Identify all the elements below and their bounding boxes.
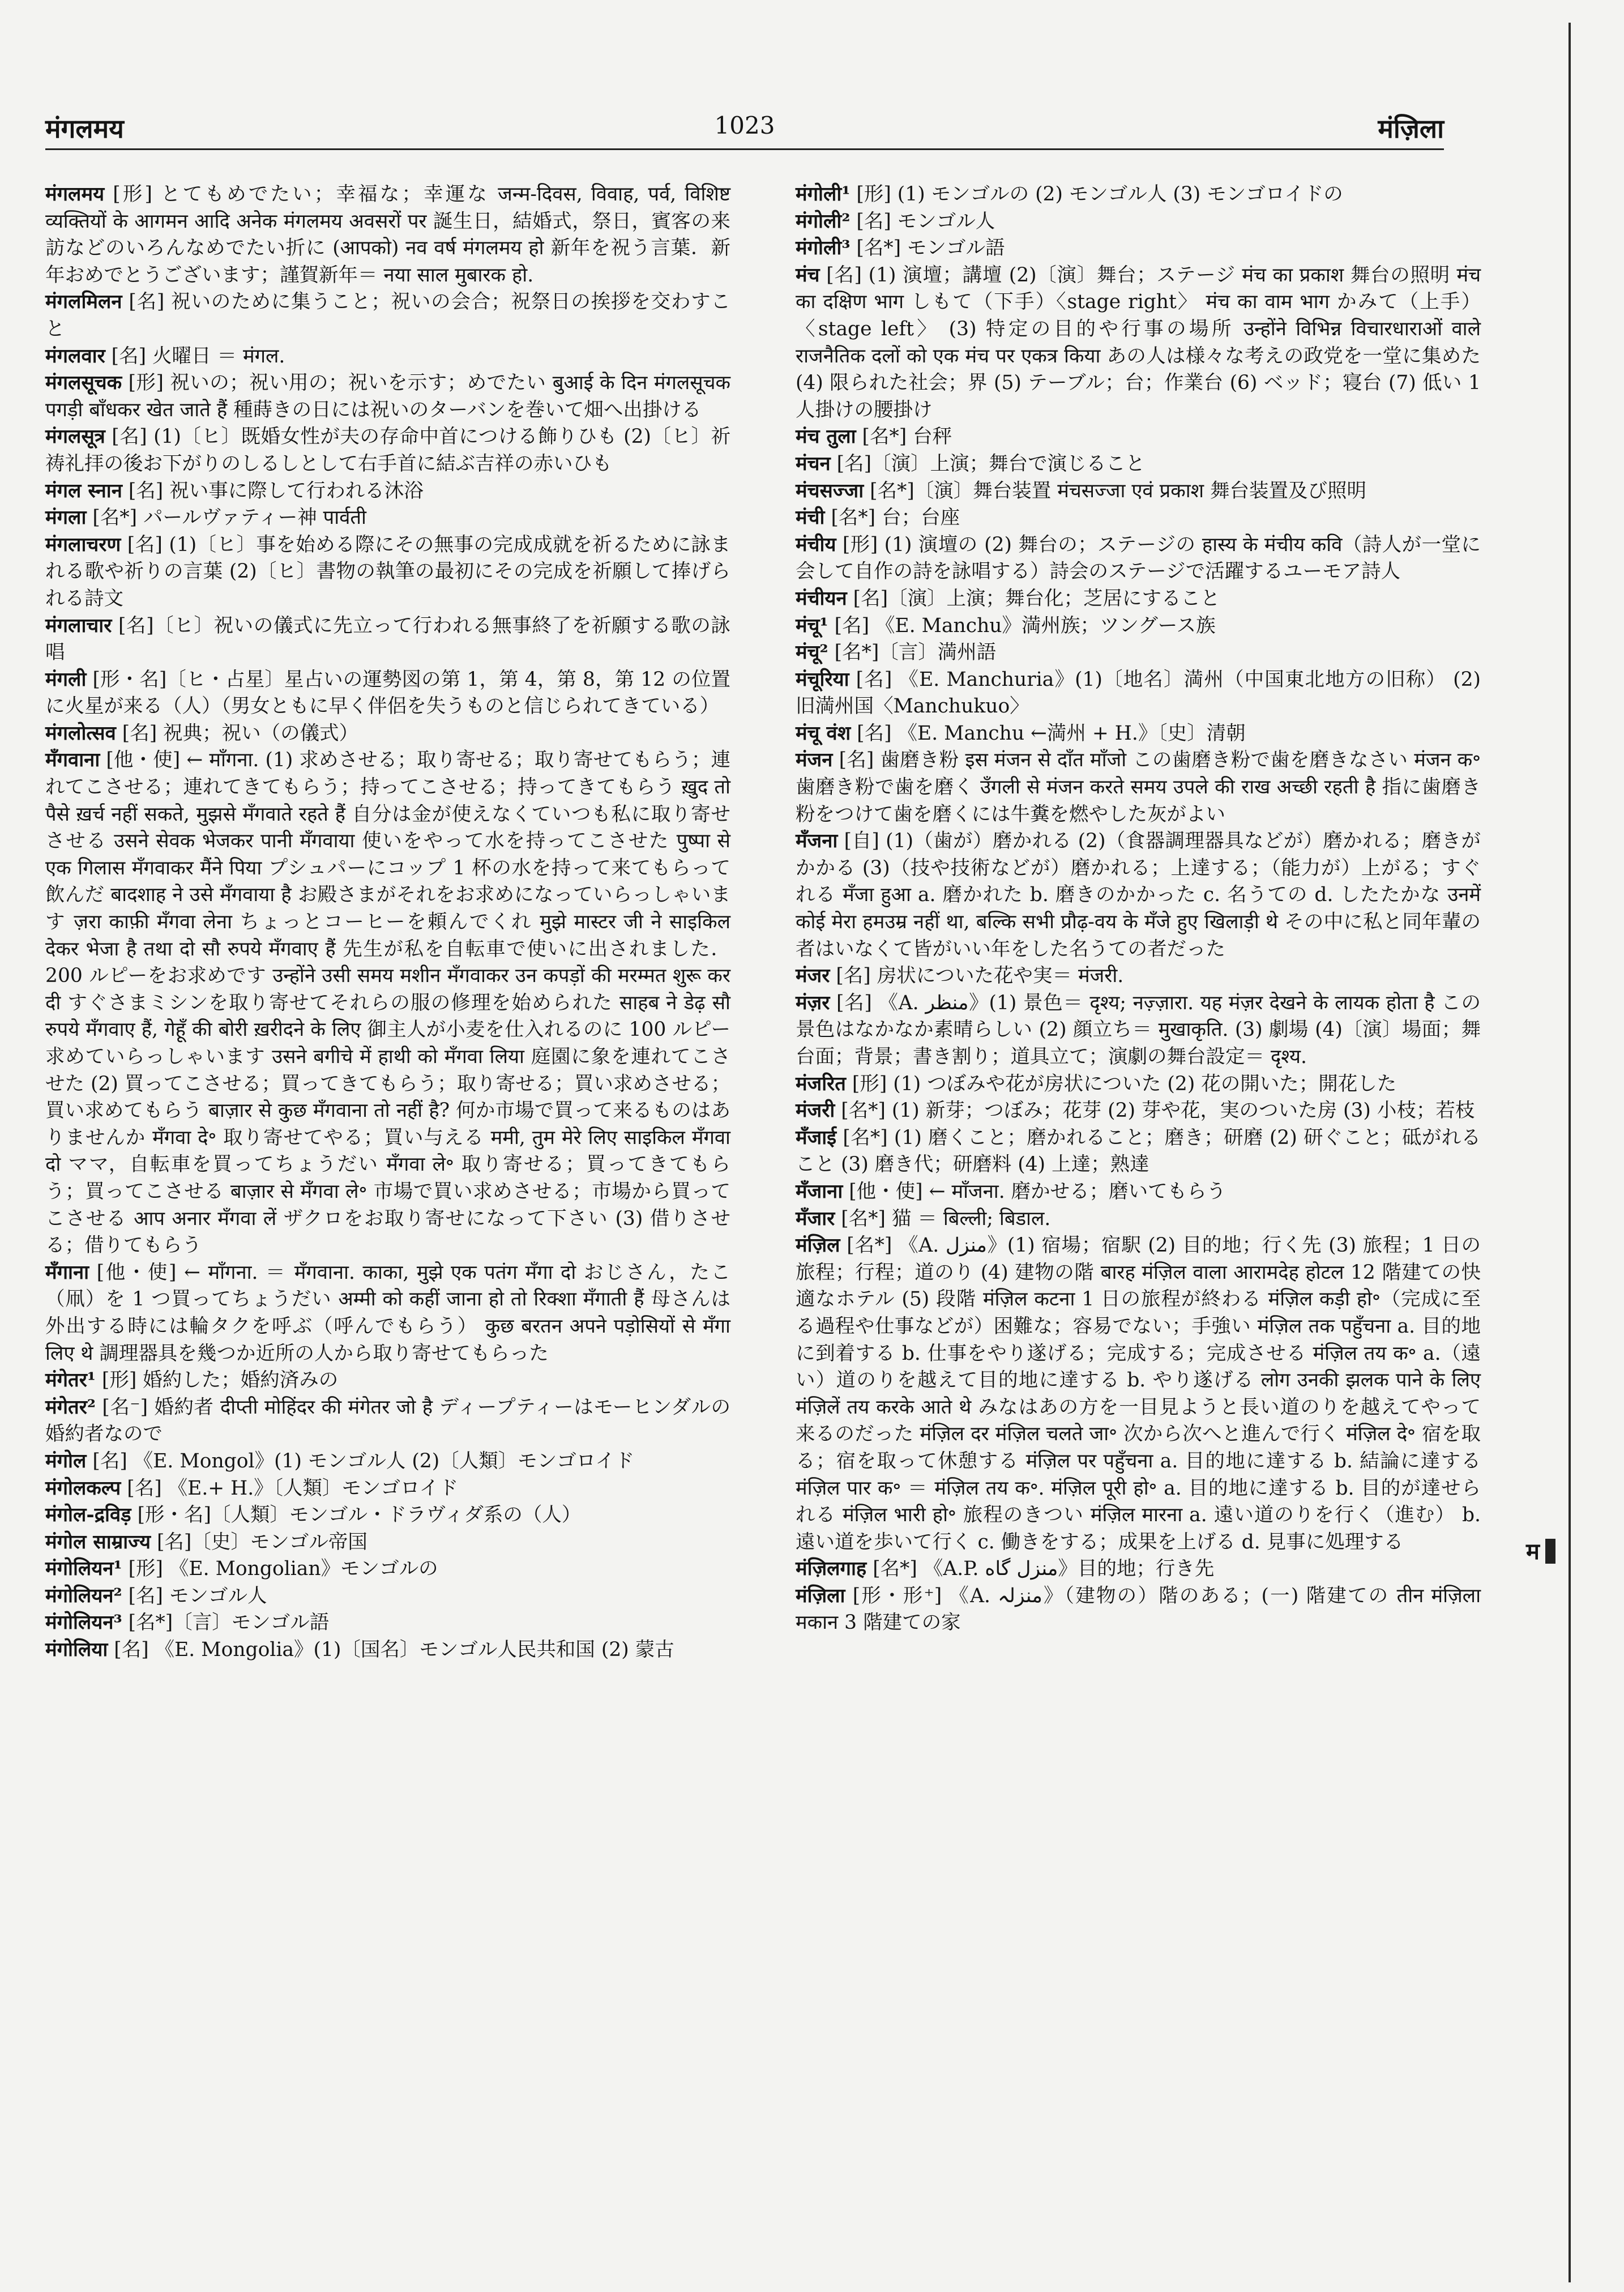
entry-headword: मंगलाचार: [45, 614, 112, 637]
entry-definition: [名] 祝い事に際して行われる沐浴: [128, 479, 424, 502]
dictionary-entry: [45, 1583, 730, 1610]
entry-definition: [形] 《E. Mongolian》モンゴルの: [128, 1557, 438, 1581]
entry-headword: मंगला: [45, 506, 87, 530]
left-guide-word: मंगलमय: [45, 113, 124, 144]
entry-headword: मंगोली³: [796, 237, 851, 260]
entry-definition: [名] 《E. Mongol》(1) モンゴル人 (2)〔人類〕モンゴロイド: [92, 1449, 635, 1472]
entry-definition: [名] (1)〔ヒ〕既婚女性が夫の存命中首につける飾りひも (2)〔ヒ〕祈祷礼拝の後お下がりのしるしとして右手首に結ぶ吉祥の赤いひも: [45, 425, 730, 475]
entry-definition: [他・使] ← माँजना. 磨かせる；磨いてもらう: [849, 1180, 1226, 1203]
dictionary-entry: [796, 451, 1481, 478]
entry-headword: मंचू¹: [796, 614, 828, 637]
entry-headword: मंचसज्जा: [796, 479, 864, 502]
page-number: 1023: [714, 112, 775, 139]
dictionary-entry: [45, 532, 730, 613]
entry-headword: मंजरित: [796, 1072, 846, 1095]
dictionary-entry: [45, 1556, 730, 1583]
dictionary-entry: [45, 1394, 730, 1448]
entry-definition: [名] モンゴル人: [128, 1584, 267, 1607]
entry-definition: [名]〔史〕モンゴル帝国: [156, 1530, 367, 1553]
entry-headword: मंगोली²: [796, 210, 851, 233]
dictionary-entry: [796, 720, 1481, 748]
dictionary-entry: [796, 586, 1481, 613]
header-divider: [45, 148, 1444, 150]
dictionary-entry: [796, 1583, 1481, 1637]
entry-definition: [名*] 台秤: [862, 425, 952, 449]
entry-definition: [形] (1) つぼみや花が房状についた (2) 花の開いた；開花した: [852, 1072, 1397, 1095]
dictionary-entry: [45, 1367, 730, 1394]
entry-headword: मंजर: [796, 964, 830, 988]
dictionary-entry: [796, 1098, 1481, 1125]
dictionary-entry: [796, 235, 1481, 262]
entry-definition: [名*] 台；台座: [831, 506, 960, 530]
dictionary-entry: [796, 667, 1481, 720]
dictionary-entry: [796, 1179, 1481, 1206]
page-edge-rule: [1569, 23, 1571, 2282]
entry-definition: [名*] モンゴル語: [856, 237, 1005, 260]
entry-definition: [名] 《E. Mongolia》(1)〔国名〕モンゴル人民共和国 (2) 蒙古: [114, 1638, 674, 1662]
dictionary-entry: [796, 262, 1481, 424]
dictionary-entry: [796, 208, 1481, 236]
entry-definition: [形・名]〔ヒ・占星〕星占いの運勢図の第 1，第 4，第 8，第 12 の位置に火星が来る（人）（男女ともに早く伴侶を失うものと信じられてきている）: [45, 668, 731, 718]
dictionary-entry: [796, 1071, 1481, 1098]
entry-headword: मंचीयन: [796, 587, 847, 610]
entry-headword: मंगलमय: [45, 183, 105, 206]
entry-definition: [形] 婚約した；婚約済みの: [101, 1369, 339, 1392]
entry-headword: मंचीय: [796, 533, 836, 556]
dictionary-entry: [796, 1556, 1481, 1583]
dictionary-entry: [796, 1125, 1481, 1179]
entry-headword: मंगोली¹: [796, 183, 851, 206]
dictionary-entry: [45, 289, 730, 343]
entry-definition: [名⁻] 婚約者 दीप्ती मोहिंदर की मंगेतर जो है ディープティーはモーヒンダルの婚約者なので: [45, 1395, 731, 1446]
entry-headword: मंगोलिया: [45, 1638, 108, 1662]
page-header: [45, 110, 1444, 150]
entry-definition: [名] (1) 演壇；講壇 (2)〔演〕舞台；ステージ मंच का प्रकाश 舞台の照明 मंच का दक्षिण भाग しもて（下手）〈stage right〉 मंच का वाम भाग かみて（上手）〈stage left〉 (3) 特定の目的や行事の場所 उन्होंने विभिन्न विचारधाराओं वाले राजनैतिक दलों को एक मंच पर एकत्र किया あの人は様々な考えの政党を一堂に集めた (4) 限られた社会；界 (5) テーブル；台；作業台 (6) ベッド；寝台 (7) 低い 1 人掛けの腰掛け: [796, 263, 1481, 421]
entry-definition: [名] モンゴル人: [856, 210, 995, 233]
dictionary-entry: [45, 1502, 730, 1529]
dictionary-entry: [45, 343, 730, 370]
entry-headword: मँगवाना: [45, 749, 100, 772]
dictionary-entry: [796, 613, 1481, 640]
entry-headword: मंगोलियन²: [45, 1584, 122, 1607]
entry-definition: [形] とてもめでたい；幸福な；幸運な जन्म-दिवस, विवाह, पर्व, विशिष्ट व्यक्तियों के आगमन आदि अनेक मंगलमय अवसरों पर 誕生日，結婚式，祭日，賓客の来訪などのいろんなめでたい折に (आपको) नव वर्ष मंगलमय हो 新年を祝う言葉．新年おめでとうございます；謹賀新年＝ नया साल मुबारक हो.: [45, 183, 731, 287]
entry-definition: [自] (1)（歯が）磨かれる (2)（食器調理器具などが）磨かれる；磨きがかかる (3)（技や技術などが）磨かれる；上達する；（能力が）上がる；すぐれる मँजा हुआ a. 磨かれた b. 磨きのかかった c. 名うての d. したたかな उनमें कोई मेरा हमउम्र नहीं था, बल्कि सभी प्रौढ़-वय के मँजे हुए खिलाड़ी थे その中に私と同年輩の者はいなくて皆がいい年をした名うての者だった: [796, 830, 1481, 961]
entry-headword: मंगलवार: [45, 344, 105, 368]
dictionary-entry: [45, 424, 730, 477]
dictionary-entry: [45, 478, 730, 505]
entry-definition: [形・名]〔人類〕モンゴル・ドラヴィダ系の（人）: [137, 1504, 582, 1527]
dictionary-entry: [45, 1475, 730, 1503]
entry-headword: मंचन: [796, 452, 831, 475]
left-column: [45, 181, 730, 1664]
entry-headword: मंगोलियन¹: [45, 1557, 122, 1581]
thumb-index-marker: [1545, 1539, 1555, 1564]
entry-headword: मंगेतर²: [45, 1395, 96, 1419]
entry-definition: [名] 歯磨き粉 इस मंजन से दाँत माँजो この歯磨き粉で歯を磨きなさい मंजन क॰ 歯磨き粉で歯を磨く उँगली से मंजन करते समय उपले की राख अच्छी रहती है 指に歯磨き粉をつけて歯を磨くには牛糞を燃やした灰がよい: [796, 749, 1481, 826]
entry-headword: मँगाना: [45, 1261, 89, 1284]
entry-definition: [名] 《E. Manchu ←満州 + H.》〔史〕清朝: [857, 722, 1246, 745]
entry-headword: मंगेतर¹: [45, 1369, 96, 1392]
entry-definition: [形・形⁺] 《A. منزلہ》（建物の）階のある；(一) 階建ての तीन मंज़िला मकान 3 階建ての家: [796, 1584, 1481, 1634]
entry-headword: मंगोल-द्रविड़: [45, 1504, 131, 1527]
entry-headword: मंगोलियन³: [45, 1611, 122, 1634]
entry-definition: [名]〔演〕上演；舞台化；芝居にすること: [853, 587, 1220, 610]
entry-headword: मँजाई: [796, 1126, 837, 1149]
entry-headword: मंगलाचरण: [45, 533, 121, 556]
entry-headword: मंज़िल: [796, 1234, 840, 1257]
thumb-index-tab: [1526, 1535, 1555, 1566]
dictionary-entry: [796, 532, 1481, 586]
entry-definition: [名*] 《A. منزل》(1) 宿場；宿駅 (2) 目的地；行く先 (3) 旅程；1 日の旅程；行程；道のり (4) 建物の階 बारह मंज़िल वाला आरामदेह होटल 12 階建ての快適なホテル (5) 段階 मंज़िल कटना 1 日の旅程が終わる मंज़िल कड़ी हो॰（完成に至る過程や仕事などが）困難な；容易でない；手強い मंज़िल तक पहुँचना a. 目的地に到着する b. 仕事をやり遂げる；完成する；完成させる मंज़िल तय क॰ a.（遠い）道のりを越えて目的地に達する b. やり遂げる लोग उनकी झलक पाने के लिए मंज़िलें तय करके आते थे みなはあの方を一目見ようと長い道のりを越えてやって来るのだった मंज़िल दर मंज़िल चलते जा॰ 次から次へと進んで行く मंज़िल दे॰ 宿を取る；宿を取って休憩する मंज़िल पर पहुँचना a. 目的地に達する b. 結論に達する मंज़िल पार क॰ ＝ मंज़िल तय क॰. मंज़िल पूरी हो॰ a. 目的地に達する b. 目的が達せられる मंज़िल भारी हो॰ 旅程のきつい मंज़िल मारना a. 遠い道のりを行く（進む） b. 遠い道を歩いて行く c. 働きをする；成果を上げる d. 見事に処理する: [796, 1234, 1481, 1553]
dictionary-entry: [796, 1232, 1481, 1556]
entry-definition: [形] (1) モンゴルの (2) モンゴル人 (3) モンゴロイドの: [856, 183, 1343, 206]
dictionary-entry: [45, 1448, 730, 1475]
dictionary-entry: [796, 828, 1481, 963]
entry-definition: [名*] (1) 磨くこと；磨かれること；磨き；研磨 (2) 研ぐこと；砥がれること (3) 磨き代；研磨料 (4) 上達；熟達: [796, 1126, 1481, 1176]
entry-headword: मंच: [796, 263, 820, 287]
entry-headword: मंजरी: [796, 1099, 835, 1122]
dictionary-entry: [45, 1637, 730, 1664]
dictionary-entry: [45, 720, 730, 748]
entry-definition: [名*] 猫 ＝ बिल्ली; बिडाल.: [841, 1207, 1051, 1230]
entry-definition: [名] 祝いのために集うこと；祝いの会合；祝祭日の挨拶を交わすこと: [45, 291, 730, 340]
entry-definition: [名] 《E. Manchu》満州族；ツングース族: [834, 614, 1216, 637]
entry-definition: [名*] パールヴァティー神 पार्वती: [92, 506, 366, 530]
dictionary-entry: [45, 1610, 730, 1637]
entry-headword: मंचू वंश: [796, 722, 851, 745]
entry-headword: मँजाना: [796, 1180, 843, 1203]
entry-headword: मँजना: [796, 830, 838, 853]
entry-definition: [名]〔演〕上演；舞台で演じること: [836, 452, 1146, 475]
dictionary-entry: [45, 667, 730, 720]
dictionary-entry: [45, 181, 730, 289]
entry-definition: [名*]〔言〕モンゴル語: [128, 1611, 330, 1634]
thumb-index-letter: म: [1526, 1538, 1540, 1565]
dictionary-entry: [45, 613, 730, 667]
entry-definition: [名] 祝典；祝い（の儀式）: [122, 722, 359, 745]
entry-headword: मंगली: [45, 668, 87, 691]
entry-definition: [他・使] ← माँगना. (1) 求めさせる；取り寄せる；取り寄せてもらう；連れてこさせる；連れてきてもらう；持ってこさせる；持ってきてもらう ख़ुद तो पैसे ख़र्च नहीं सकते, मुझसे मँगवाते रहते हैं 自分は金が使えなくていつも私に取り寄せさせる उसने सेवक भेजकर पानी मँगवाया 使いをやって水を持ってこさせた पुष्पा से एक गिलास मँगवाकर मैंने पिया プシュパーにコップ 1 杯の水を持って来てもらって飲んだ बादशाह ने उसे मँगवाया है お殿さまがそれをお求めになっていらっしゃいます ज़रा काफ़ी मँगवा लेना ちょっとコーヒーを頼んでくれ मुझे मास्टर जी ने साइकिल देकर भेजा है तथा दो सौ रुपये मँगवाए हैं 先生が私を自転車で使いに出されました．200 ルピーをお求めです उन्होंने उसी समय मशीन मँगवाकर उन कपड़ों की मरम्मत शुरू कर दी すぐさまミシンを取り寄せてそれらの服の修理を始められた साहब ने डेढ़ सौ रुपये मँगवाए हैं, गेहूँ की बोरी ख़रीदने के लिए 御主人が小麦を仕入れるのに 100 ルピー求めていらっしゃいます उसने बगीचे में हाथी को मँगवा लिया 庭園に象を連れてこさせた (2) 買ってこさせる；買ってきてもらう；取り寄せる；買い求めさせる；買い求めてもらう बाज़ार से कुछ मँगवाना तो नहीं है? 何か市場で買って来るものはありませんか मँगवा दे॰ 取り寄せてやる；買い与える ममी, तुम मेरे लिए साइकिल मँगवा दो ママ，自転車を買ってちょうだい मँगवा ले॰ 取り寄せる；買ってきてもらう；買ってこさせる बाज़ार से मँगवा ले॰ 市場で買い求めさせる；市場から買ってこさせる आप अनार मँगवा लें ザクロをお取り寄せになって下さい (3) 借りさせる；借りてもらう: [45, 749, 730, 1257]
dictionary-entry: [796, 963, 1481, 990]
entry-headword: मंगोलकल्प: [45, 1476, 121, 1500]
dictionary-entry: [45, 1529, 730, 1556]
entry-headword: मंजन: [796, 749, 833, 772]
dictionary-entry: [45, 505, 730, 532]
entry-definition: [名] 火曜日 ＝ मंगल.: [111, 344, 285, 368]
entry-headword: मंज़िलगाह: [796, 1557, 867, 1581]
entry-headword: मंज़िला: [796, 1584, 845, 1607]
entry-definition: [名] 《E.+ H.》〔人類〕モンゴロイド: [127, 1476, 459, 1500]
entry-definition: [名] 《A. منظر》(1) 景色＝ दृश्य; नज़्ज़ारा. यह मंज़र देखने के लायक होता है この景色はなかなか素晴らしい (2) 顔立ち＝ मुखाकृति. (3) 劇場 (4)〔演〕場面；舞台面；背景；書き割り；道具立て；演劇の舞台設定＝ दृश्य.: [796, 991, 1481, 1068]
dictionary-entry: [796, 1206, 1481, 1233]
dictionary-entry: [45, 370, 730, 424]
dictionary-entry: [796, 478, 1481, 505]
entry-definition: [名] 房状についた花や実＝ मंजरी.: [836, 964, 1124, 988]
entry-headword: मंगलमिलन: [45, 291, 122, 314]
entry-definition: [形] (1) 演壇の (2) 舞台の；ステージの हास्य के मंचीय कवि（詩人が一堂に会して自作の詩を詠唱する）詩会のステージで活躍するユーモア詩人: [796, 533, 1481, 583]
entry-definition: [名*] (1) 新芽；つぼみ；花芽 (2) 芽や花，実のついた房 (3) 小枝；若枝: [841, 1099, 1475, 1122]
dictionary-entry: [796, 424, 1481, 451]
dictionary-entry: [45, 747, 730, 1259]
right-guide-word: मंज़िला: [1378, 113, 1444, 144]
entry-headword: मंगलसूत्र: [45, 425, 105, 449]
dictionary-entry: [796, 639, 1481, 667]
entry-definition: [形] 祝いの；祝い用の；祝いを示す；めでたい बुआई के दिन मंगलसूचक पगड़ी बाँधकर खेत जाते हैं 種蒔きの日には祝いのターバンを巻いて畑へ出掛ける: [45, 372, 731, 421]
entry-headword: मंगल स्नान: [45, 479, 122, 502]
entry-definition: [名] (1)〔ヒ〕事を始める際にその無事の完成成就を祈るために詠まれる歌や祈りの言葉 (2)〔ヒ〕書物の執筆の最初にその完成を祈願して捧げられる詩文: [45, 533, 730, 610]
dictionary-entry: [796, 505, 1481, 532]
entry-definition: [名*]〔演〕舞台装置 मंचसज्जा एवं प्रकाश 舞台装置及び照明: [870, 479, 1367, 502]
entry-headword: मँजार: [796, 1207, 835, 1230]
entry-headword: मंगोल साम्राज्य: [45, 1530, 151, 1553]
dictionary-entry: [796, 990, 1481, 1071]
entry-definition: [名]〔ヒ〕祝いの儀式に先立って行われる無事終了を祈願する歌の詠唱: [45, 614, 731, 664]
right-column: [796, 181, 1481, 1637]
entry-definition: [名*] 《A.P. منزل گاه》目的地；行き先: [873, 1557, 1215, 1581]
entry-headword: मंची: [796, 506, 825, 530]
entry-definition: [名*]〔言〕満州語: [834, 641, 997, 664]
entry-definition: [名] 《E. Manchuria》(1)〔地名〕満州（中国東北地方の旧称） (2) 旧満州国〈Manchukuo〉: [796, 668, 1481, 718]
dictionary-entry: [796, 181, 1481, 208]
entry-headword: मंगोल: [45, 1449, 87, 1472]
entry-headword: मंगलोत्सव: [45, 722, 116, 745]
entry-headword: मंच तुला: [796, 425, 856, 449]
entry-headword: मंचू²: [796, 641, 828, 664]
dictionary-entry: [796, 747, 1481, 828]
entry-headword: मंज़र: [796, 991, 830, 1014]
dictionary-entry: [45, 1260, 730, 1367]
entry-headword: मंचूरिया: [796, 668, 849, 691]
entry-definition: [他・使] ← माँगना. ＝ मँगवाना. काका, मुझे एक पतंग मँगा दो おじさん，たこ（凧）を 1 つ買ってちょうだい अम्मी को कहीं जाना हो तो रिक्शा मँगाती हैं 母さんは外出する時には輪タクを呼ぶ（呼んでもらう） कुछ बरतन अपने पड़ोसियों से मँगा लिए थे 調理器具を幾つか近所の人から取り寄せてもらった: [45, 1261, 730, 1365]
entry-headword: मंगलसूचक: [45, 372, 122, 395]
